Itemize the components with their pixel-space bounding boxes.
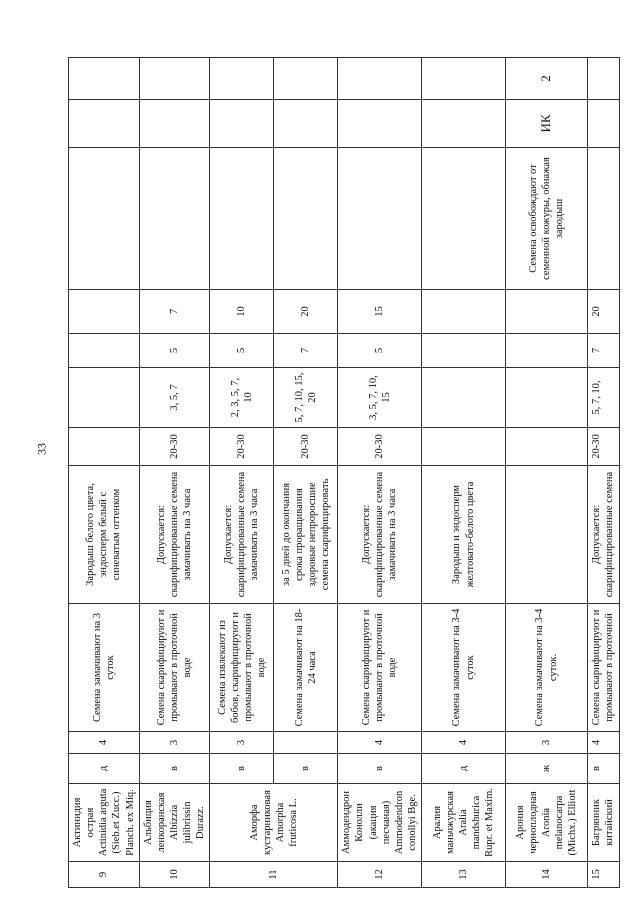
count-days — [69, 368, 140, 428]
column-4-value: 4 — [588, 732, 620, 754]
column-12-value: 2 — [506, 58, 588, 100]
species-name: Арония черноплодная Aronia melanocarpa (Michx.) Elliott — [506, 784, 588, 862]
preparation-method: Семена замачивают на 3-4 суток. — [506, 604, 588, 732]
table-row — [210, 58, 274, 888]
column-8-value — [422, 334, 506, 368]
group-letter: ж — [506, 754, 588, 784]
column-10-value — [422, 148, 506, 290]
column-10-value — [210, 148, 274, 290]
preparation-method: Семена скарифицируют и промывают в проточной воде — [139, 604, 210, 732]
temperature: 20-30 — [338, 428, 422, 466]
temperature: 20-30 — [139, 428, 210, 466]
column-12-value — [139, 58, 210, 100]
column-8-value: 5 — [338, 334, 422, 368]
count-days: 3, 5, 7 — [139, 368, 210, 428]
column-11-value — [274, 100, 338, 148]
column-4-value: 4 — [69, 732, 140, 754]
column-8-value — [69, 334, 140, 368]
column-11-value — [139, 100, 210, 148]
column-9-value: 20 — [274, 290, 338, 334]
row-number: 14 — [506, 862, 588, 888]
column-11-value — [210, 100, 274, 148]
column-9-value — [69, 290, 140, 334]
species-name: Багрянник китайский — [588, 784, 620, 862]
group-letter: д — [69, 754, 140, 784]
species-name: Аммодендрон Конолли (акация песчаная) Ammodendron conollyi Bge. — [338, 784, 422, 862]
column-12-value — [210, 58, 274, 100]
group-letter: в — [274, 754, 338, 784]
column-9-value — [422, 290, 506, 334]
species-name: Аморфа кустарниковая Amorpha fruticosa L. — [210, 784, 338, 862]
count-days: 3, 5, 7, 10, 15 — [338, 368, 422, 428]
preparation-method: Семена скарифицируют и промывают в проточной — [588, 604, 620, 732]
column-9-value: 7 — [139, 290, 210, 334]
table-row — [506, 58, 588, 888]
column-12-value — [338, 58, 422, 100]
column-9-value: 10 — [210, 290, 274, 334]
row-number: 15 — [588, 862, 620, 888]
notes: Допускается: скарифицированные семена замачивать на 3 часа — [139, 466, 210, 604]
table-row — [139, 58, 210, 888]
column-9-value: 20 — [588, 290, 620, 334]
column-11-value — [69, 100, 140, 148]
column-4-value: 3 — [139, 732, 210, 754]
column-4-value: 3 — [506, 732, 588, 754]
preparation-method: Семена замачивают на 3-4 суток — [422, 604, 506, 732]
temperature — [506, 428, 588, 466]
row-number: 13 — [422, 862, 506, 888]
row-number: 11 — [210, 862, 338, 888]
column-10-value — [139, 148, 210, 290]
row-number: 9 — [69, 862, 140, 888]
column-12-value — [69, 58, 140, 100]
column-8-value: 5 — [210, 334, 274, 368]
count-days: 5, 7, 10, 15, 20 — [274, 368, 338, 428]
preparation-method: Семена замачивают на 18-24 часа — [274, 604, 338, 732]
column-4-value — [274, 732, 338, 754]
count-days — [422, 368, 506, 428]
group-letter: д — [422, 754, 506, 784]
column-12-value — [274, 58, 338, 100]
table-row — [422, 58, 506, 888]
column-4-value: 4 — [422, 732, 506, 754]
notes — [506, 466, 588, 604]
count-days: 2, 3, 5, 7, 10 — [210, 368, 274, 428]
column-12-value — [422, 58, 506, 100]
notes: Зародыш белого цвета, эндосперм белый с синеватым оттенком — [69, 466, 140, 604]
table-row — [338, 58, 422, 888]
species-name: Актинидия острая Actinidia arguta (Sieb.et Zucc.) Planch. ex Miq. — [69, 784, 140, 862]
column-8-value: 5 — [139, 334, 210, 368]
temperature — [422, 428, 506, 466]
page-number: 33 — [34, 443, 49, 455]
column-11-value: ИК — [506, 100, 588, 148]
column-10-value — [338, 148, 422, 290]
species-name: Альбиция ленкоранская Albizzia julibrissin Durazz. — [139, 784, 210, 862]
table-row — [69, 58, 140, 888]
seed-testing-table — [68, 57, 620, 888]
column-11-value — [338, 100, 422, 148]
notes: Допускается: скарифицированные семена замачивать на 3 часа — [210, 466, 274, 604]
group-letter: в — [139, 754, 210, 784]
column-10-value — [274, 148, 338, 290]
table-row — [274, 58, 338, 888]
count-days: 5, 7, 10, — [588, 368, 620, 428]
notes: Допускается: скарифицированные семена — [588, 466, 620, 604]
column-10-value — [69, 148, 140, 290]
column-10-value: Семена освобождают от семенной кожуры, обнажая зародыш — [506, 148, 588, 290]
column-12-value — [588, 58, 620, 100]
column-8-value — [506, 334, 588, 368]
group-letter: в — [588, 754, 620, 784]
temperature: 20-30 — [210, 428, 274, 466]
notes: за 5 дней до окончания срока проращивания здоровые непроросшие семена скарифицировать — [274, 466, 338, 604]
column-8-value: 7 — [274, 334, 338, 368]
column-10-value — [588, 148, 620, 290]
notes: Допускается: скарифицированные семена замачивать на 3 часа — [338, 466, 422, 604]
temperature — [69, 428, 140, 466]
species-name: Аралия маньчжурская Aralia mandshurica Rupr. et Maxim. — [422, 784, 506, 862]
column-4-value: 3 — [210, 732, 274, 754]
table-row — [588, 58, 620, 888]
preparation-method: Семена замачивают на 3 суток — [69, 604, 140, 732]
temperature: 20-30 — [274, 428, 338, 466]
group-letter: в — [210, 754, 274, 784]
row-number: 10 — [139, 862, 210, 888]
row-number: 12 — [338, 862, 422, 888]
column-4-value: 4 — [338, 732, 422, 754]
column-8-value: 7 — [588, 334, 620, 368]
column-9-value — [506, 290, 588, 334]
rotated-page — [68, 58, 616, 888]
column-11-value — [588, 100, 620, 148]
column-11-value — [422, 100, 506, 148]
count-days — [506, 368, 588, 428]
preparation-method: Семена извлекают из бобов, скарифицируют и промывают в проточной воде — [210, 604, 274, 732]
preparation-method: Семена скарифицируют и промывают в проточной воде — [338, 604, 422, 732]
group-letter: в — [338, 754, 422, 784]
column-9-value: 15 — [338, 290, 422, 334]
notes: Зародыш и эндосперм желтовато-белого цвета — [422, 466, 506, 604]
temperature: 20-30 — [588, 428, 620, 466]
